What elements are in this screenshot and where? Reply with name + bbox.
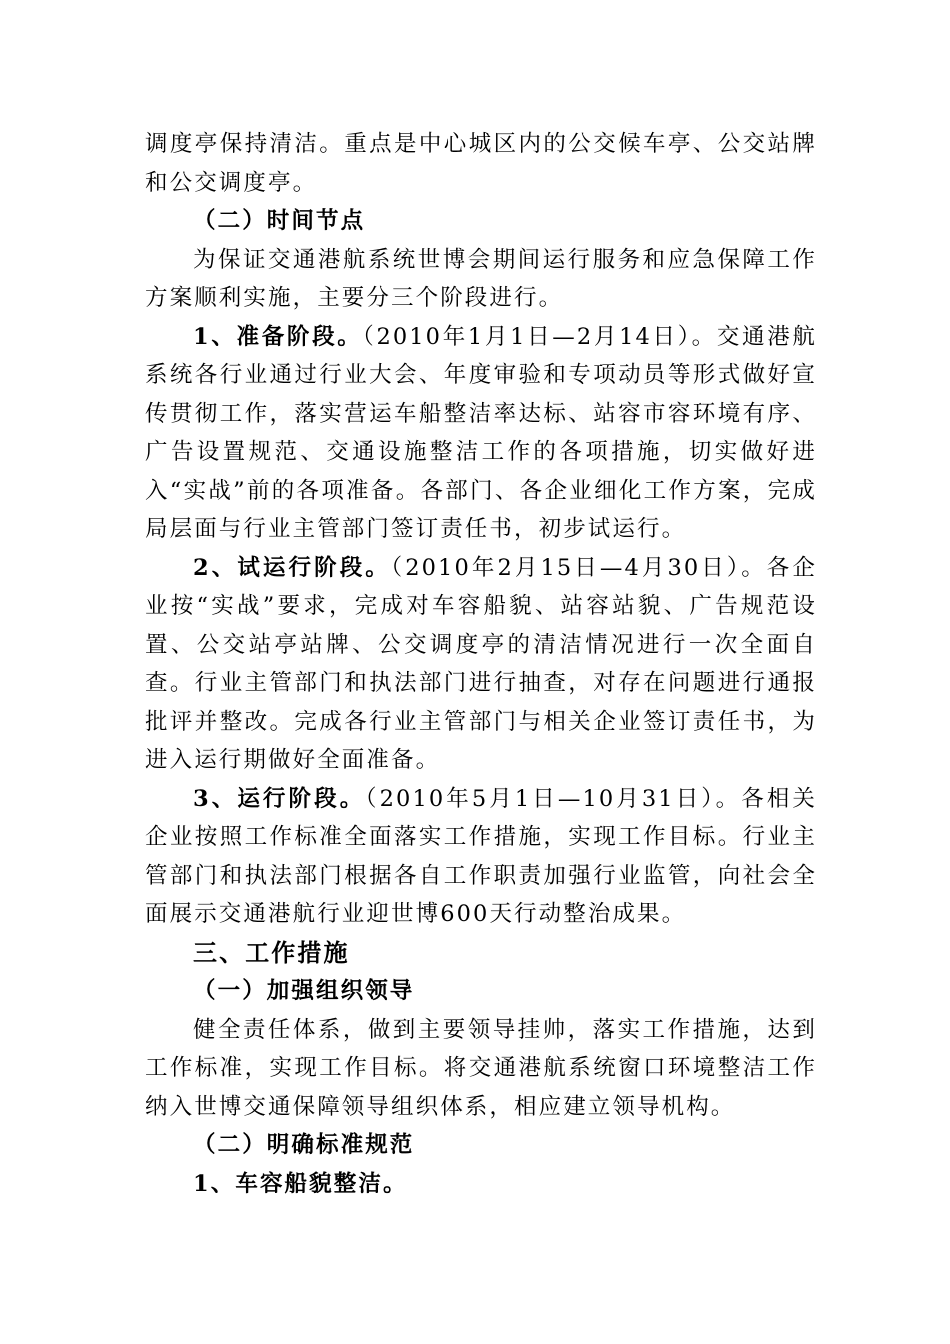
- stage-1-title: 1、准备阶段。: [193, 323, 363, 350]
- stage-3-body: （2010年5月1日—10月31日）。各相关企业按照工作标准全面落实工作措施，实现工作目标。行业主管部门和执法部门根据各自工作职责加强行业监管，向社会全面展示交通港航行业迎世博600天行动整治成果。: [145, 785, 817, 927]
- stage-1-body: （2010年1月1日—2月14日）。交通港航系统各行业通过行业大会、年度审验和专项动员等形式做好宣传贯彻工作，落实营运车船整洁率达标、站容市容环境有序、广告设置规范、交通设施整洁工作的各项措施，切实做好进入“实战”前的各项准备。各部门、各企业细化工作方案，完成局层面与行业主管部门签订责任书，初步试运行。: [145, 323, 817, 542]
- stage-2-title: 2、试运行阶段。: [193, 554, 391, 581]
- paragraph-organization: 健全责任体系，做到主要领导挂帅，落实工作措施，达到工作标准，实现工作目标。将交通港航系统窗口环境整洁工作纳入世博交通保障领导组织体系，相应建立领导机构。: [145, 1016, 817, 1120]
- subheading-organization: （一）加强组织领导: [193, 978, 415, 1004]
- paragraph-continued: 调度亭保持清洁。重点是中心城区内的公交候车亭、公交站牌和公交调度亭。: [145, 131, 817, 196]
- item-vehicle-appearance: 1、车容船貌整洁。: [193, 1170, 408, 1197]
- stage-1-paragraph: [145, 318, 817, 549]
- document-body: [145, 125, 817, 1203]
- subheading-time-nodes: （二）时间节点: [193, 208, 366, 234]
- stage-3-paragraph: [145, 780, 817, 934]
- stage-2-paragraph: [145, 549, 817, 780]
- paragraph-intro: 为保证交通港航系统世博会期间运行服务和应急保障工作方案顺利实施，主要分三个阶段进行。: [145, 246, 817, 311]
- subheading-standards: （二）明确标准规范: [193, 1132, 415, 1158]
- stage-3-title: 3、运行阶段。: [193, 785, 366, 812]
- heading-work-measures: 三、工作措施: [193, 937, 350, 967]
- stage-2-body: （2010年2月15日—4月30日）。各企业按“实战”要求，完成对车容船貌、站容站貌、广告规范设置、公交站亭站牌、公交调度亭的清洁情况进行一次全面自查。行业主管部门和执法部门进行抽查，对存在问题进行通报批评并整改。完成各行业主管部门与相关企业签订责任书，为进入运行期做好全面准备。: [145, 554, 817, 773]
